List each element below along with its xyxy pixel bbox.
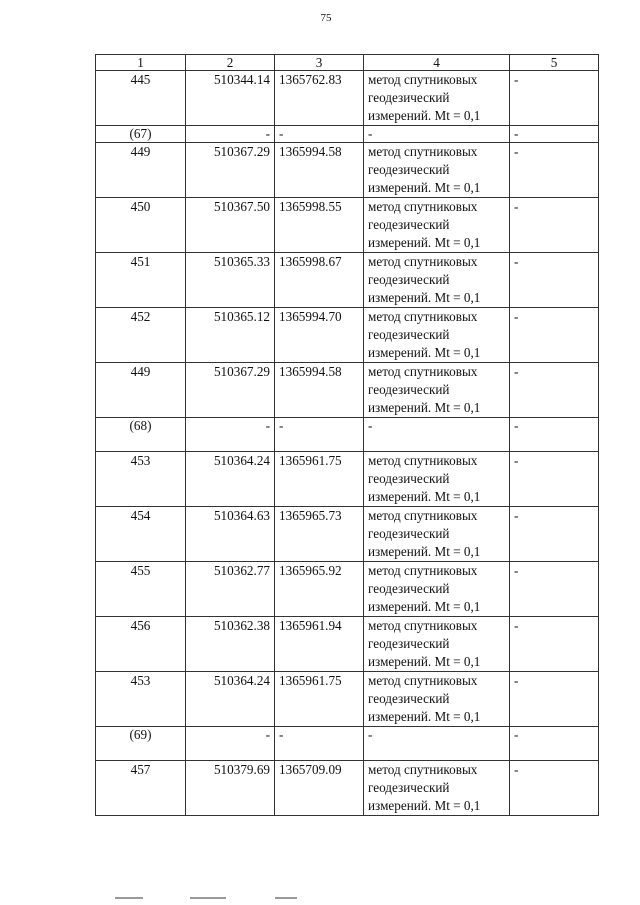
x-coordinate-cell: 510362.38 <box>186 617 275 672</box>
table-row <box>96 507 599 562</box>
x-coordinate-cell: 510364.24 <box>186 672 275 727</box>
y-coordinate-cell: 1365961.75 <box>275 452 364 507</box>
method-cell: метод спутниковых геодезический измерений. Mt = 0,1 <box>364 308 510 363</box>
note-cell: - <box>510 198 599 253</box>
y-coordinate-cell: - <box>275 418 364 452</box>
point-number-cell: 455 <box>96 562 186 617</box>
method-cell: метод спутниковых геодезический измерений. Mt = 0,1 <box>364 761 510 816</box>
header-cell: 4 <box>364 55 510 71</box>
x-coordinate-cell: 510364.63 <box>186 507 275 562</box>
point-number-cell: 457 <box>96 761 186 816</box>
table-row <box>96 562 599 617</box>
point-number-cell: (68) <box>96 418 186 452</box>
x-coordinate-cell: 510367.29 <box>186 143 275 198</box>
table-row <box>96 253 599 308</box>
header-cell: 1 <box>96 55 186 71</box>
coordinates-table <box>95 54 599 816</box>
note-cell: - <box>510 672 599 727</box>
table-row <box>96 672 599 727</box>
x-coordinate-cell: 510367.29 <box>186 363 275 418</box>
y-coordinate-cell: 1365994.58 <box>275 363 364 418</box>
note-cell: - <box>510 761 599 816</box>
x-coordinate-cell: 510379.69 <box>186 761 275 816</box>
note-cell: - <box>510 308 599 363</box>
header-cell: 3 <box>275 55 364 71</box>
method-cell: метод спутниковых геодезический измерений. Mt = 0,1 <box>364 253 510 308</box>
point-number-cell: (69) <box>96 727 186 761</box>
x-coordinate-cell: 510362.77 <box>186 562 275 617</box>
table-header-row <box>96 55 599 71</box>
note-cell: - <box>510 617 599 672</box>
point-number-cell: 456 <box>96 617 186 672</box>
table-row <box>96 761 599 816</box>
y-coordinate-cell: 1365709.09 <box>275 761 364 816</box>
point-number-cell: 451 <box>96 253 186 308</box>
point-number-cell: 445 <box>96 71 186 126</box>
y-coordinate-cell: - <box>275 727 364 761</box>
y-coordinate-cell: 1365994.58 <box>275 143 364 198</box>
table-row <box>96 363 599 418</box>
table-row <box>96 143 599 198</box>
note-cell: - <box>510 143 599 198</box>
note-cell: - <box>510 507 599 562</box>
table-row <box>96 71 599 126</box>
note-cell: - <box>510 562 599 617</box>
method-cell: метод спутниковых геодезический измерений. Mt = 0,1 <box>364 198 510 253</box>
method-cell: метод спутниковых геодезический измерений. Mt = 0,1 <box>364 617 510 672</box>
note-cell: - <box>510 126 599 143</box>
point-number-cell: 452 <box>96 308 186 363</box>
method-cell: метод спутниковых геодезический измерений. Mt = 0,1 <box>364 143 510 198</box>
y-coordinate-cell: 1365961.75 <box>275 672 364 727</box>
method-cell: - <box>364 126 510 143</box>
y-coordinate-cell: 1365994.70 <box>275 308 364 363</box>
point-number-cell: 449 <box>96 143 186 198</box>
point-number-cell: 450 <box>96 198 186 253</box>
table-row <box>96 617 599 672</box>
x-coordinate-cell: 510344.14 <box>186 71 275 126</box>
y-coordinate-cell: 1365762.83 <box>275 71 364 126</box>
point-number-cell: 453 <box>96 452 186 507</box>
method-cell: метод спутниковых геодезический измерений. Mt = 0,1 <box>364 452 510 507</box>
x-coordinate-cell: 510365.12 <box>186 308 275 363</box>
method-cell: метод спутниковых геодезический измерений. Mt = 0,1 <box>364 71 510 126</box>
y-coordinate-cell: 1365998.67 <box>275 253 364 308</box>
x-coordinate-cell: - <box>186 418 275 452</box>
method-cell: - <box>364 418 510 452</box>
section-separator-row <box>96 418 599 452</box>
note-cell: - <box>510 727 599 761</box>
y-coordinate-cell: 1365998.55 <box>275 198 364 253</box>
section-separator-row <box>96 126 599 143</box>
y-coordinate-cell: 1365965.73 <box>275 507 364 562</box>
page-number: 75 <box>320 12 332 24</box>
section-separator-row <box>96 727 599 761</box>
x-coordinate-cell: - <box>186 126 275 143</box>
table-row <box>96 198 599 253</box>
x-coordinate-cell: 510364.24 <box>186 452 275 507</box>
x-coordinate-cell: 510365.33 <box>186 253 275 308</box>
y-coordinate-cell: 1365965.92 <box>275 562 364 617</box>
x-coordinate-cell: - <box>186 727 275 761</box>
table-body <box>96 71 599 816</box>
point-number-cell: (67) <box>96 126 186 143</box>
method-cell: метод спутниковых геодезический измерений. Mt = 0,1 <box>364 507 510 562</box>
method-cell: метод спутниковых геодезический измерений. Mt = 0,1 <box>364 363 510 418</box>
scan-artifacts <box>115 893 515 903</box>
note-cell: - <box>510 418 599 452</box>
note-cell: - <box>510 253 599 308</box>
header-cell: 5 <box>510 55 599 71</box>
method-cell: метод спутниковых геодезический измерений. Mt = 0,1 <box>364 562 510 617</box>
table-row <box>96 452 599 507</box>
table-row <box>96 308 599 363</box>
point-number-cell: 449 <box>96 363 186 418</box>
point-number-cell: 453 <box>96 672 186 727</box>
note-cell: - <box>510 363 599 418</box>
note-cell: - <box>510 452 599 507</box>
method-cell: - <box>364 727 510 761</box>
point-number-cell: 454 <box>96 507 186 562</box>
note-cell: - <box>510 71 599 126</box>
y-coordinate-cell: 1365961.94 <box>275 617 364 672</box>
x-coordinate-cell: 510367.50 <box>186 198 275 253</box>
y-coordinate-cell: - <box>275 126 364 143</box>
header-cell: 2 <box>186 55 275 71</box>
method-cell: метод спутниковых геодезический измерений. Mt = 0,1 <box>364 672 510 727</box>
